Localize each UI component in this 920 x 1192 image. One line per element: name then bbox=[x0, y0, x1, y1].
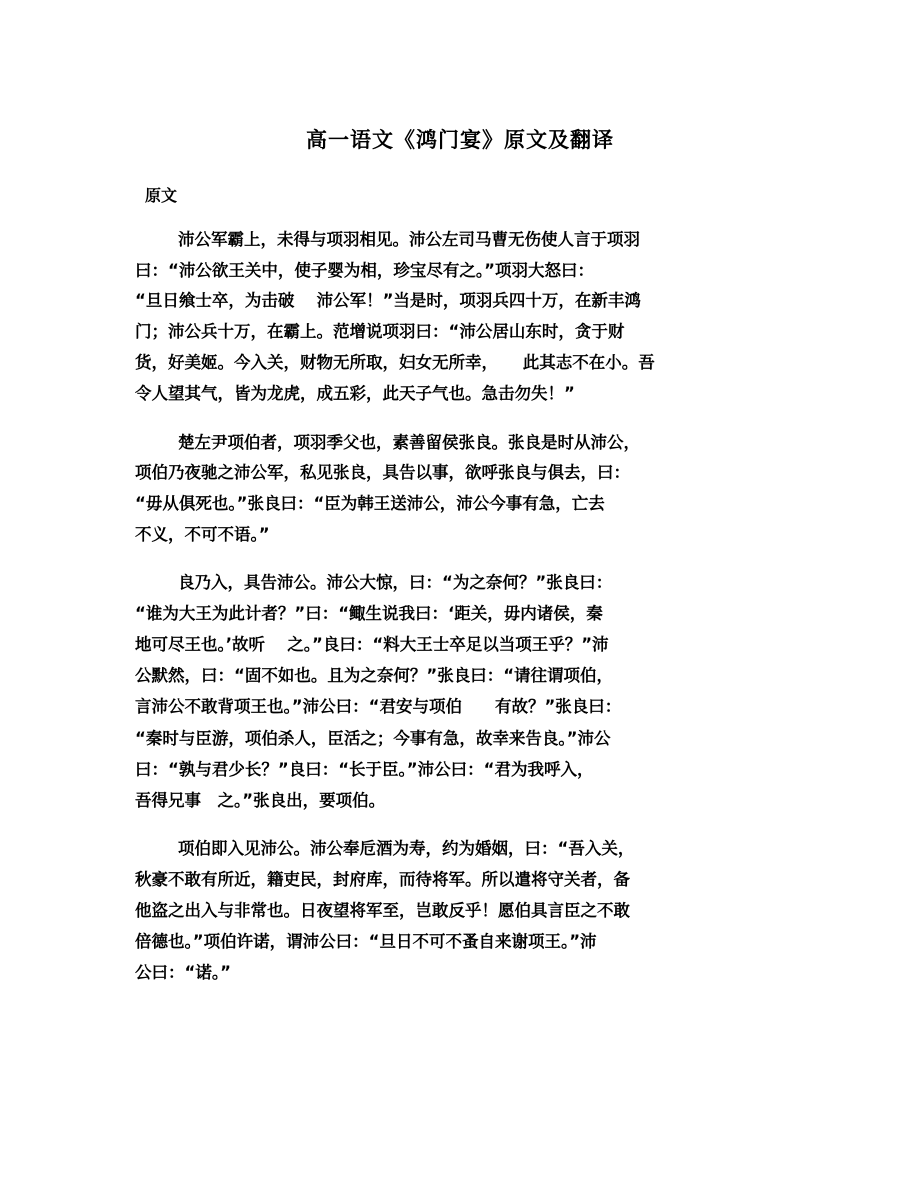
paragraph-1-line-3: “旦日飨士卒，为击破 沛公军！”当是时，项羽兵四十万，在新丰鸿 bbox=[135, 291, 641, 310]
paragraph-3-line-7: 曰：“孰与君少长？”良曰：“长于臣。”沛公曰：“君为我呼入， bbox=[135, 760, 594, 779]
paragraph-4-line-5: 公曰：“诺。” bbox=[135, 963, 231, 982]
paragraph-2-line-3: “毋从俱死也。”张良曰：“臣为韩王送沛公，沛公今事有急，亡去 bbox=[135, 494, 605, 513]
page-title: 高一语文《鸿门宴》原文及翻译 bbox=[306, 128, 614, 152]
paragraph-2-line-1: 楚左尹项伯者，项羽季父也，素善留侯张良。张良是时从沛公， bbox=[178, 433, 640, 452]
paragraph-4-line-4: 倍德也。”项伯许诺，谓沛公曰：“旦日不可不蚤自来谢项王。”沛 bbox=[135, 932, 597, 951]
paragraph-3-line-8: 吾得兄事 之。”张良出，要项伯。 bbox=[135, 791, 386, 810]
paragraph-3-line-2: “谁为大王为此计者？”曰：“鲰生说我曰：‘距关，毋内诸侯，秦 bbox=[135, 604, 603, 623]
paragraph-2-line-2: 项伯乃夜驰之沛公军，私见张良，具告以事，欲呼张良与俱去，曰： bbox=[135, 463, 630, 482]
paragraph-1-line-1: 沛公军霸上，未得与项羽相见。沛公左司马曹无伤使人言于项羽 bbox=[178, 230, 640, 249]
paragraph-4-line-3: 他盗之出入与非常也。日夜望将军至，岂敢反乎！愿伯具言臣之不敢 bbox=[135, 901, 630, 920]
paragraph-3-line-4: 公默然，曰：“固不如也。且为之奈何？”张良曰：“请往谓项伯， bbox=[135, 666, 614, 685]
paragraph-3-line-1: 良乃入，具告沛公。沛公大惊，曰：“为之奈何？”张良曰： bbox=[178, 573, 613, 592]
paragraph-3-line-3: 地可尽王也。’故听 之。”良曰：“料大王士卒足以当项王乎？”沛 bbox=[135, 635, 609, 654]
paragraph-3-line-5: 言沛公不敢背项王也。”沛公曰：“君安与项伯 有故？”张良曰： bbox=[135, 697, 622, 716]
paragraph-2-line-4: 不义，不可不语。” bbox=[135, 525, 270, 544]
paragraph-1-line-5: 货，好美姬。今入关，财物无所取，妇女无所幸， 此其志不在小。吾 bbox=[135, 353, 655, 372]
paragraph-1-line-2: 曰：“沛公欲王关中，使子婴为相，珍宝尽有之。”项羽大怒曰： bbox=[135, 261, 594, 280]
section-heading: 原文 bbox=[145, 186, 178, 205]
paragraph-3-line-6: “秦时与臣游，项伯杀人，臣活之；今事有急，故幸来告良。”沛公 bbox=[135, 729, 611, 748]
paragraph-4-line-1: 项伯即入见沛公。沛公奉卮酒为寿，约为婚姻，曰：“吾入关， bbox=[178, 839, 635, 858]
paragraph-4-line-2: 秋豪不敢有所近，籍吏民，封府库，而待将军。所以遣将守关者，备 bbox=[135, 870, 630, 889]
paragraph-1-line-4: 门；沛公兵十万，在霸上。范增说项羽曰：“沛公居山东时，贪于财 bbox=[135, 322, 625, 341]
paragraph-1-line-6: 令人望其气，皆为龙虎，成五彩，此天子气也。急击勿失！” bbox=[135, 384, 575, 403]
